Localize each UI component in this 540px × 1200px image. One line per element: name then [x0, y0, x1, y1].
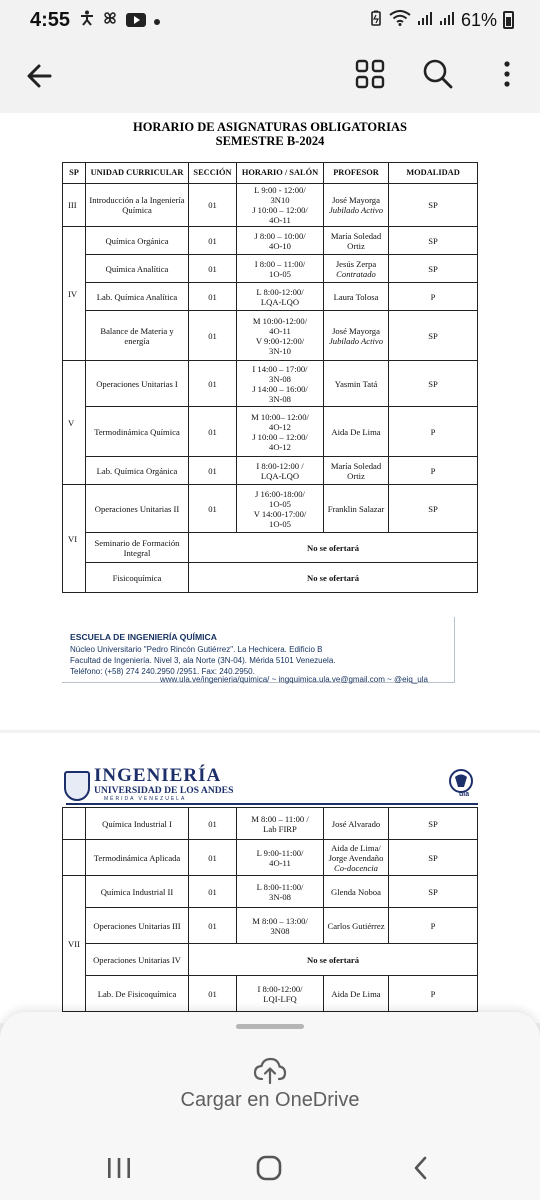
ula-logo-text: ula: [459, 791, 470, 798]
table-row: [63, 908, 478, 944]
arrow-left-icon[interactable]: [22, 58, 58, 94]
unit-cell: Química Analítica: [86, 255, 189, 283]
schedule-cell: [237, 908, 324, 944]
search-icon[interactable]: [420, 56, 456, 92]
schedule-cell: [237, 311, 324, 361]
system-nav-bar: [0, 1142, 540, 1200]
professor-cell: Aida De Lima: [324, 976, 389, 1012]
schedule-line: I 14:00 – 17:00/: [252, 363, 308, 374]
title-line-2: SEMESTRE B-2024: [215, 134, 325, 148]
section-cell: 01: [189, 908, 237, 944]
professor-name: Aida de Lima/ Jorge Avendaño: [328, 842, 384, 863]
title-line-1: HORARIO DE ASIGNATURAS OBLIGATORIAS: [132, 120, 408, 134]
schedule-line: J 16:00-18:00/: [255, 488, 305, 499]
unit-cell: Balance de Materia y energía: [86, 311, 189, 361]
professor-cell: [324, 255, 389, 283]
unit-cell: Operaciones Unitarias IV: [86, 944, 189, 976]
schedule-line: Lab FIRP: [263, 823, 297, 834]
modality-cell: SP: [389, 808, 478, 840]
header-unit: UNIDAD CURRICULAR: [86, 163, 189, 184]
section-cell: 01: [189, 184, 237, 227]
schedule-line: V 14:00-17:00/: [253, 508, 307, 519]
schedule-line: 1O-05: [269, 518, 291, 529]
section-cell: 01: [189, 457, 237, 485]
not-offered-cell: No se ofertará: [189, 944, 478, 976]
professor-note: Co-docencia: [334, 862, 378, 873]
table-row: [63, 944, 478, 976]
header-professor: PROFESOR: [324, 163, 389, 184]
sp-cell: III: [63, 184, 86, 227]
signal-icon-2: [439, 10, 455, 31]
grid-view-icon[interactable]: [352, 56, 388, 92]
modality-cell: SP: [389, 361, 478, 407]
professor-cell: [324, 184, 389, 227]
schedule-line: 3N-08: [269, 891, 291, 902]
modality-cell: P: [389, 908, 478, 944]
modality-cell: P: [389, 976, 478, 1012]
table-row: [63, 976, 478, 1012]
modality-cell: SP: [389, 184, 478, 227]
logo-merida: MÉRIDA VENEZUELA: [104, 796, 187, 802]
schedule-line: M 8:00 – 13:00/: [252, 915, 308, 926]
table-row: [63, 876, 478, 908]
schedule-line: L 9:00-11:00/: [256, 847, 304, 858]
schedule-cell: [237, 283, 324, 311]
section-cell: 01: [189, 808, 237, 840]
footer-faculty: Facultad de Ingeniería. Nivel 3, ala Norte (3N-04). Mérida 5101 Venezuela.: [70, 656, 336, 665]
unit-cell: Termodinámica Aplicada: [86, 840, 189, 876]
schedule-line: I 8:00 – 11:00/: [254, 258, 306, 269]
upload-onedrive-button[interactable]: Cargar en OneDrive: [180, 1089, 360, 1111]
bottom-sheet: [0, 1012, 540, 1200]
status-time: 4:55: [30, 8, 71, 31]
schedule-line: I 8:00-12:00/: [257, 983, 303, 994]
schedule-cell: [237, 485, 324, 533]
table-row: [63, 407, 478, 457]
schedule-cell: [237, 808, 324, 840]
professor-note: Contratado: [336, 268, 376, 279]
schedule-line: 3N10: [270, 195, 290, 205]
modality-cell: SP: [389, 227, 478, 255]
table-row: [63, 283, 478, 311]
unit-cell: Lab. Química Orgánica: [86, 457, 189, 485]
table-row: [63, 457, 478, 485]
modality-cell: P: [389, 457, 478, 485]
section-cell: 01: [189, 361, 237, 407]
professor-name: José Mayorga: [332, 195, 380, 205]
professor-cell: Laura Tolosa: [324, 283, 389, 311]
battery-icon: [503, 11, 514, 29]
schedule-line: M 10:00– 12:00/: [251, 411, 309, 422]
notification-icons: [80, 10, 160, 30]
table-row: [63, 840, 478, 876]
modality-cell: SP: [389, 876, 478, 908]
modality-cell: P: [389, 283, 478, 311]
unit-cell: Química Industrial II: [86, 876, 189, 908]
logo-universidad: UNIVERSIDAD DE LOS ANDES: [94, 785, 234, 796]
pinwheel-icon: [102, 10, 118, 30]
school-footer: [62, 617, 455, 683]
schedule-line: LQA-LQO: [260, 470, 300, 481]
schedule-line: L 8:00-11:00/: [256, 881, 304, 892]
professor-note: Jubilado Activo: [328, 335, 384, 346]
unit-cell: Química Industrial I: [86, 808, 189, 840]
status-bar: [0, 0, 540, 40]
schedule-line: 4O-10: [269, 240, 291, 251]
battery-percent: 61%: [460, 9, 497, 30]
table-row: [63, 485, 478, 533]
section-cell: 01: [189, 876, 237, 908]
sp-cell: [63, 840, 86, 876]
professor-name: Jesús Zerpa: [335, 258, 377, 269]
schedule-line: LQA-LQO: [260, 296, 300, 307]
modality-cell: P: [389, 407, 478, 457]
schedule-cell: [237, 227, 324, 255]
schedule-cell: [237, 876, 324, 908]
not-offered-cell: No se ofertará: [189, 533, 478, 563]
professor-cell: María Soledad Ortiz: [324, 457, 389, 485]
modality-cell: SP: [389, 255, 478, 283]
table-row: [63, 184, 478, 227]
schedule-table-continued: [62, 807, 478, 1012]
document-page-1[interactable]: [0, 113, 540, 730]
schedule-line: J 14:00 – 16:00/: [252, 383, 308, 394]
professor-name: José Mayorga: [332, 325, 380, 336]
schedule-line: V 9:00-12:00/: [255, 335, 305, 346]
professor-cell: Yasmin Tatá: [324, 361, 389, 407]
section-cell: 01: [189, 255, 237, 283]
schedule-table: [62, 162, 478, 593]
footer-school-name: ESCUELA DE INGENIERÍA QUÍMICA: [70, 632, 217, 642]
schedule-cell: [237, 184, 324, 227]
document-title: [0, 120, 540, 148]
dot-icon: [154, 12, 160, 29]
schedule-cell: [237, 255, 324, 283]
table-row: [63, 311, 478, 361]
schedule-line: 1O-05: [269, 268, 291, 279]
recent-apps-icon[interactable]: [104, 1157, 134, 1179]
unit-cell: Fisicoquímica: [86, 563, 189, 593]
header-sp: SP: [63, 163, 86, 184]
schedule-line: 3N08: [270, 925, 290, 936]
footer-address: Núcleo Universitario "Pedro Rincón Gutiérrez". La Hechicera. Edificio B: [70, 645, 323, 654]
section-cell: 01: [189, 283, 237, 311]
professor-cell: [324, 840, 389, 876]
section-cell: 01: [189, 976, 237, 1012]
sp-cell: V: [63, 361, 86, 485]
table-row: [63, 533, 478, 563]
sheet-drag-handle[interactable]: [236, 1024, 304, 1029]
university-crest-icon: [64, 771, 90, 801]
battery-saver-icon: [369, 10, 383, 31]
signal-icon: [417, 10, 433, 31]
modality-cell: SP: [389, 840, 478, 876]
modality-cell: SP: [389, 311, 478, 361]
cloud-upload-icon[interactable]: [253, 1057, 287, 1085]
header-section: SECCIÓN: [189, 163, 237, 184]
professor-cell: José Alvarado: [324, 808, 389, 840]
status-right: [369, 10, 514, 31]
unit-cell: Operaciones Unitarias III: [86, 908, 189, 944]
accessibility-icon: [80, 10, 94, 30]
nav-back-icon[interactable]: [410, 1156, 432, 1180]
sp-cell: IV: [63, 227, 86, 361]
schedule-line: 4O-11: [269, 857, 291, 868]
not-offered-cell: No se ofertará: [189, 563, 478, 593]
unit-cell: Introducción a la Ingeniería Química: [86, 184, 189, 227]
unit-cell: Lab. De Fisicoquímica: [86, 976, 189, 1012]
document-page-2[interactable]: [0, 733, 540, 1023]
more-vertical-icon[interactable]: [492, 56, 522, 92]
schedule-line: J 10:00 – 12:00/: [252, 205, 308, 215]
professor-cell: Franklin Salazar: [324, 485, 389, 533]
unit-cell: Termodinámica Química: [86, 407, 189, 457]
unit-cell: Seminario de Formación Integral: [86, 533, 189, 563]
schedule-line: 4O-11: [269, 215, 291, 225]
professor-note: Jubilado Activo: [328, 205, 384, 215]
schedule-line: 3N-08: [269, 393, 291, 404]
schedule-line: J 8:00 – 10:00/: [254, 230, 306, 241]
schedule-line: LQI-LFQ: [263, 993, 297, 1004]
schedule-line: I 8:00-12:00 /: [256, 460, 304, 471]
sp-cell: VII: [63, 876, 86, 1012]
unit-cell: Operaciones Unitarias II: [86, 485, 189, 533]
app-bar: [0, 40, 540, 110]
footer-web[interactable]: www.ula.ve/ingenieria/quimica/ ~ ingquimica.ula.ve@gmail.com ~ @eiq_ula: [160, 675, 428, 684]
sp-cell: VI: [63, 485, 86, 593]
schedule-line: 4O-11: [269, 325, 291, 336]
schedule-cell: [237, 840, 324, 876]
schedule-cell: [237, 457, 324, 485]
schedule-line: 4O-12: [269, 421, 291, 432]
schedule-cell: [237, 361, 324, 407]
header-modality: MODALIDAD: [389, 163, 478, 184]
unit-cell: Operaciones Unitarias I: [86, 361, 189, 407]
schedule-line: M 10:00-12:00/: [252, 315, 308, 326]
unit-cell: Química Orgánica: [86, 227, 189, 255]
sp-cell: [63, 808, 86, 840]
table-row: [63, 255, 478, 283]
table-row: [63, 808, 478, 840]
professor-cell: Aida De Lima: [324, 407, 389, 457]
schedule-line: M 8:00 – 11:00 /: [251, 813, 309, 824]
schedule-line: 3N-10: [269, 345, 291, 356]
schedule-line: 4O-12: [269, 441, 291, 452]
modality-cell: SP: [389, 485, 478, 533]
schedule-line: J 10:00 – 12:00/: [252, 431, 308, 442]
header-divider: [66, 803, 478, 805]
section-cell: 01: [189, 407, 237, 457]
section-cell: 01: [189, 227, 237, 255]
section-cell: 01: [189, 485, 237, 533]
schedule-cell: [237, 976, 324, 1012]
professor-cell: [324, 311, 389, 361]
section-cell: 01: [189, 840, 237, 876]
home-icon[interactable]: [256, 1155, 282, 1181]
logo-ingenieria: INGENIERÍA: [94, 765, 222, 786]
table-row: [63, 563, 478, 593]
professor-cell: María Soledad Ortiz: [324, 227, 389, 255]
schedule-line: L 8:00-12:00/: [256, 286, 304, 297]
header-schedule: HORARIO / SALÓN: [237, 163, 324, 184]
professor-cell: Glenda Noboa: [324, 876, 389, 908]
section-cell: 01: [189, 311, 237, 361]
professor-cell: Carlos Gutiérrez: [324, 908, 389, 944]
schedule-cell: [237, 407, 324, 457]
wifi-icon: [389, 10, 411, 31]
table-row: [63, 361, 478, 407]
schedule-line: 1O-05: [269, 498, 291, 509]
unit-cell: Lab. Química Analítica: [86, 283, 189, 311]
table-header-row: [63, 163, 478, 184]
footer-phone: Teléfono: (+58) 274 240.2950 /2951. Fax: 240.2950.: [70, 667, 255, 676]
table-row: [63, 227, 478, 255]
youtube-icon: [126, 13, 146, 27]
schedule-line: L 9:00 - 12:00/: [254, 185, 306, 195]
schedule-line: 3N-08: [269, 373, 291, 384]
